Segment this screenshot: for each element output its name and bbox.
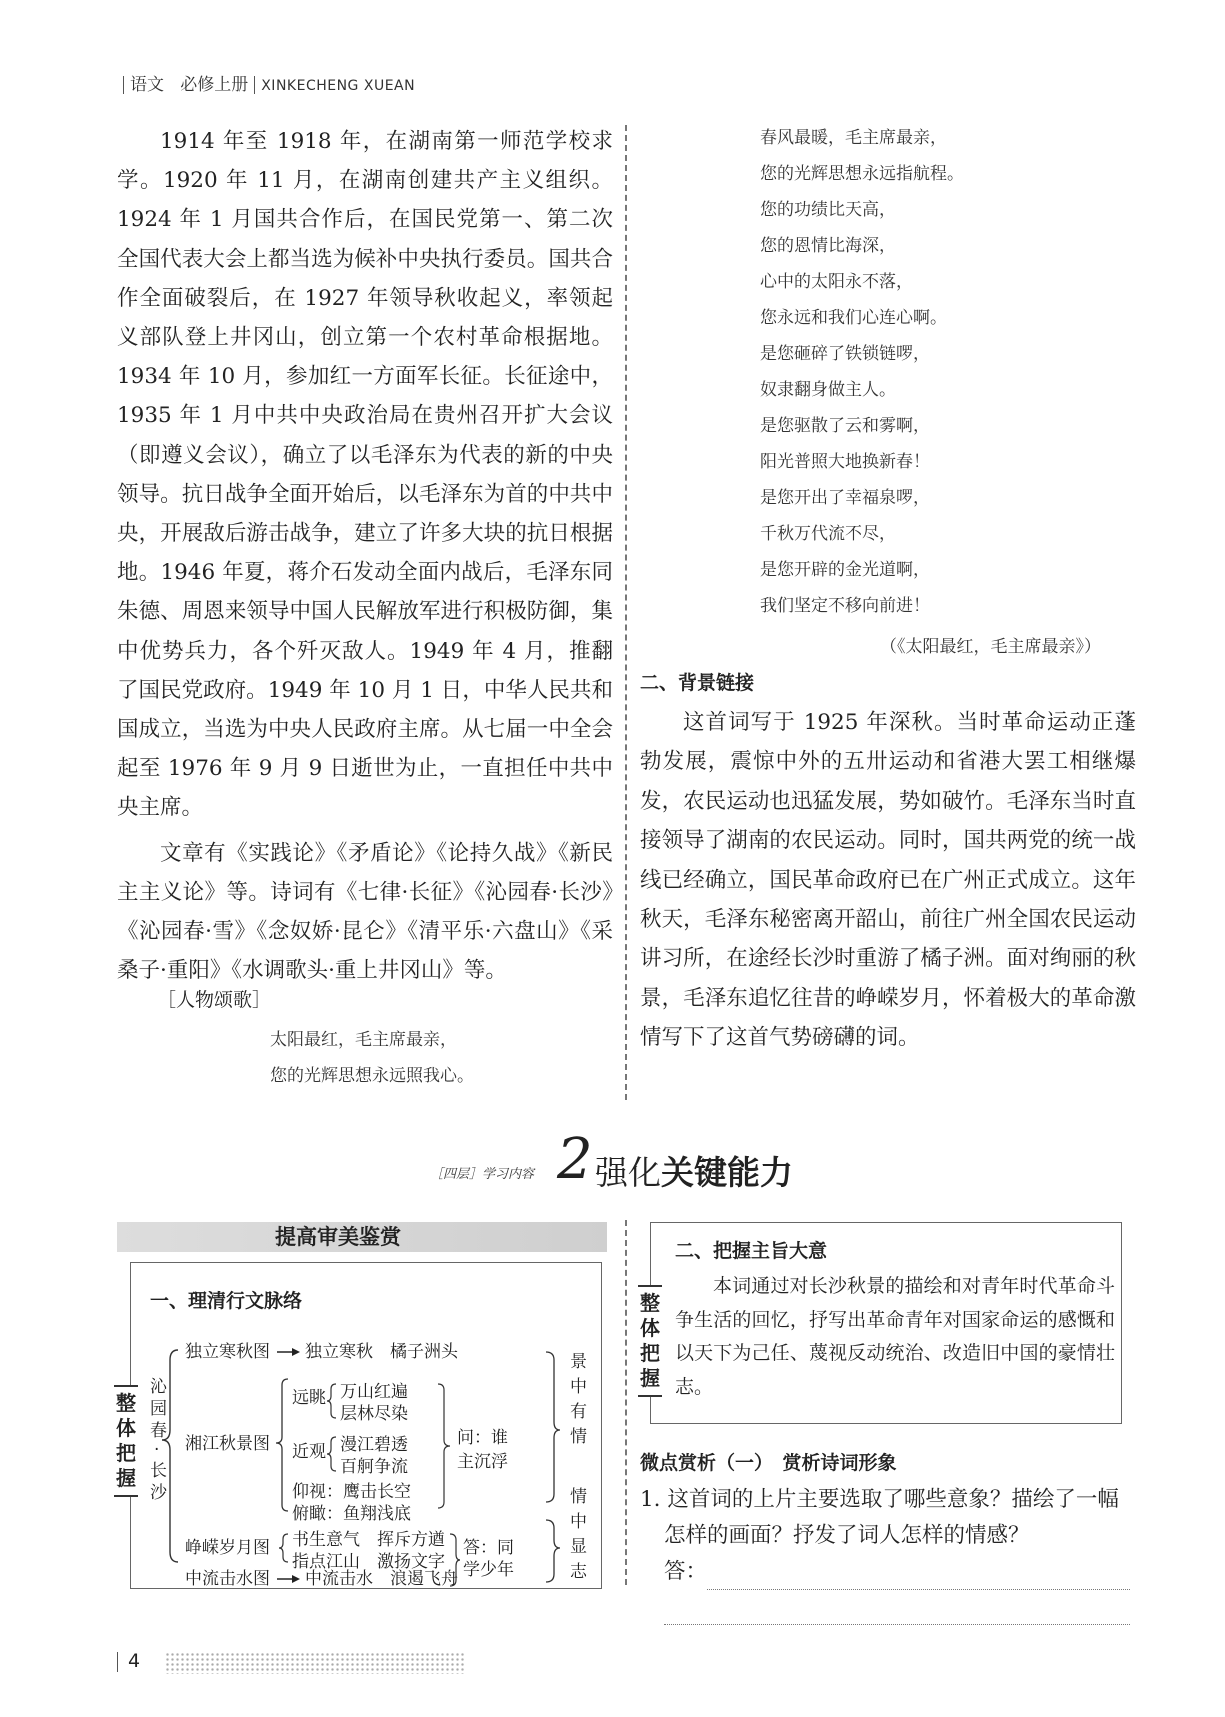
answer-line-2: 学少年 <box>463 1560 514 1580</box>
far-brace <box>327 1384 336 1418</box>
biography <box>117 122 613 990</box>
root-char-6: 沙 <box>150 1483 167 1503</box>
near-brace <box>327 1437 336 1471</box>
page-number: 4 <box>128 1650 141 1672</box>
years-item-2: 指点江山 激扬文字 <box>292 1552 445 1572</box>
answer-label: 答： <box>664 1559 708 1584</box>
background-text: 这首词写于 1925 年深秋。当时革命运动正蓬勃发展，震惊中外的五卅运动和省港大罢工相继爆发，农民运动也迅猛发展，势如破竹。毛泽东当时直接领导了湖南的农民运动。同时，国共两党的统一战线已经确立，国民革命政府已在广州正式成立。这年秋天，毛泽东秘密离开韶山，前往广州全国农民运动讲习所，在途经长沙时重游了橘子洲。面对绚丽的秋景，毛泽东追忆往昔的峥嵘岁月，怀着极大的革命激情写下了这首气势磅礴的词。 <box>640 710 1136 1051</box>
poem-line: 您的光辉思想永远照我心。 <box>270 1066 474 1086</box>
poem-line: 春风最暖，毛主席最亲， <box>760 128 947 148</box>
root-char-3: 春 <box>150 1421 167 1441</box>
aesthetic-heading: 提高审美鉴赏 <box>275 1225 401 1249</box>
poem-line: 是您驱散了云和雾啊， <box>760 416 930 436</box>
background-text-block <box>640 703 1136 1058</box>
look-up: 仰视：鹰击长空 <box>292 1482 411 1502</box>
side-tag: 整体把握 <box>114 1385 138 1497</box>
scene-4-content: 中流击水 浪遏飞舟 <box>305 1569 458 1587</box>
question-brace <box>438 1384 450 1508</box>
arrow-head-1 <box>292 1348 300 1356</box>
right-1-char-3: 有 <box>570 1402 587 1422</box>
near-item-2: 百舸争流 <box>340 1457 408 1477</box>
near-label: 近观 <box>292 1442 326 1462</box>
section-title-bold: 关键能力 <box>661 1153 793 1192</box>
poem-source: （《太阳最红，毛主席最亲》） <box>880 637 1101 657</box>
poem-line: 是您开出了幸福泉啰， <box>760 488 930 508</box>
scene-4-name: 中流击水图 <box>185 1569 270 1587</box>
theme-text-block <box>675 1270 1115 1404</box>
layer-label: ［四层］学习内容 <box>430 1167 535 1182</box>
look-down: 俯瞰：鱼翔浅底 <box>292 1504 411 1524</box>
root-char-4: · <box>154 1440 160 1460</box>
section-number: 2 <box>557 1127 593 1192</box>
answer-line-1: 答：同 <box>463 1538 514 1558</box>
subject: 语文 <box>130 75 164 95</box>
micro-heading: 微点赏析（一） 赏析诗词形象 <box>640 1452 897 1474</box>
poem-line: 是您砸碎了铁锁链啰， <box>760 344 930 364</box>
background-heading: 二、背景链接 <box>640 672 755 694</box>
scene-3-brace <box>279 1534 288 1562</box>
poem-line: 您的功绩比天高， <box>760 200 896 220</box>
root-char-5: 长 <box>150 1461 167 1481</box>
question-line-2: 主沉浮 <box>457 1452 508 1472</box>
arrow-head-4 <box>292 1575 300 1583</box>
root-char-2: 园 <box>150 1399 167 1419</box>
bio-paragraph: 1914 年至 1918 年，在湖南第一师范学校求学。1920 年 11 月，在湖南创建共产主义组织。1924 年 1 月国共合作后，在国民党第一、第二次全国代表大会上都当选为候补中央执行委员。国共合作全面破裂后，在 1927 年领导秋收起义，率领起义部队登上井冈山，创立第一个农村革命根据地。1934 年 10 月，参加红一方面军长征。长征途中，1935 年 1 月中共中央政治局在贵州召开扩大会议（即遵义会议），确立了以毛泽东为代表的新的中央领导。抗日战争全面开始后，以毛泽东为首的中共中央，开展敌后游击战争，建立了许多大块的抗日根据地。1946 年夏，蒋介石发动全面内战后，毛泽东同朱德、周恩来领导中国人民解放军进行积极防御，集中优势兵力，各个歼灭敌人。1949 年 4 月，推翻了国民党政府。1949 年 10 月 1 日，中华人民共和国成立，当选为中央人民政府主席。从七届一中全会起至 1976 年 9 月 9 日逝世为止，一直担任中共中央主席。 <box>117 129 613 821</box>
years-item-1: 书生意气 挥斥方遒 <box>292 1530 445 1550</box>
scene-1-name: 独立寒秋图 <box>185 1342 270 1362</box>
right-1-char-1: 景 <box>570 1352 587 1372</box>
right-brace-1 <box>546 1352 560 1502</box>
poem-line: 千秋万代流不尽， <box>760 524 896 544</box>
near-item-1: 漫江碧透 <box>340 1435 408 1455</box>
scene-3-name: 峥嵘岁月图 <box>185 1538 270 1558</box>
scene-2-name: 湘江秋景图 <box>185 1434 270 1454</box>
structure-diagram <box>130 1262 600 1587</box>
far-label: 远眺 <box>292 1388 326 1408</box>
poem-line: 太阳最红，毛主席最亲， <box>270 1030 457 1050</box>
theme-text: 本词通过对长沙秋景的描绘和对青年时代革命斗争生活的回忆，抒写出革命青年对国家命运的感慨和以天下为己任、蔑视反动统治、改造旧中国的豪情壮志。 <box>675 1275 1115 1398</box>
theme-heading: 二、把握主旨大意 <box>675 1240 828 1262</box>
page-number-block <box>117 1650 140 1672</box>
theme-side-tag: 整体把握 <box>638 1285 662 1397</box>
right-2-char-2: 中 <box>570 1512 587 1532</box>
volume: 必修上册 <box>180 75 249 95</box>
section-title-plain: 强化 <box>595 1153 661 1192</box>
running-header <box>117 70 415 95</box>
section-title <box>595 1147 793 1194</box>
bio-paragraph: 文章有《实践论》《矛盾论》《论持久战》《新民主主义论》等。诗词有《七律·长征》《沁园春·长沙》《沁园春·雪》《念奴娇·昆仑》《清平乐·六盘山》《采桑子·重阳》《水调歌头·重上井冈山》等。 <box>117 840 613 984</box>
footer-dot-pattern <box>165 1652 465 1674</box>
poem-line: 您永远和我们心连心啊。 <box>760 308 947 328</box>
praise-tag: ［人物颂歌］ <box>157 989 272 1011</box>
far-item-2: 层林尽染 <box>340 1404 408 1424</box>
right-2-char-4: 志 <box>570 1562 587 1582</box>
column-divider-lower <box>625 1220 627 1585</box>
right-label-2 <box>570 1487 588 1582</box>
answer-line[interactable] <box>707 1563 1130 1590</box>
far-item-1: 万山红遍 <box>340 1382 408 1402</box>
poem-right <box>760 120 964 624</box>
answer-row <box>640 1554 1130 1590</box>
right-1-char-2: 中 <box>570 1377 587 1397</box>
poem-line: 奴隶翻身做主人。 <box>760 380 896 400</box>
answer-line-2[interactable] <box>664 1590 1130 1625</box>
question-1 <box>640 1482 1130 1625</box>
poem-line: 您的光辉思想永远指航程。 <box>760 164 964 184</box>
poem-line: 心中的太阳永不落， <box>760 272 913 292</box>
root-char-1: 沁 <box>150 1377 167 1397</box>
scene-2-brace <box>276 1379 288 1511</box>
right-brace-2 <box>546 1520 560 1582</box>
right-2-char-3: 显 <box>570 1537 587 1557</box>
scene-1-content: 独立寒秋 橘子洲头 <box>305 1342 458 1362</box>
series-name: XINKECHENG XUEAN <box>261 78 416 94</box>
right-2-char-1: 情 <box>570 1487 587 1507</box>
column-divider <box>625 125 627 1100</box>
diagram-heading: 一、理清行文脉络 <box>150 1290 303 1312</box>
question-line-1: 问：谁 <box>457 1428 508 1448</box>
poem-line: 我们坚定不移向前进！ <box>760 596 930 616</box>
poem-line: 您的恩情比海深， <box>760 236 896 256</box>
poem-left <box>270 1022 474 1094</box>
poem-line: 是您开辟的金光道啊， <box>760 560 930 580</box>
right-label-1 <box>570 1352 587 1447</box>
poem-line: 阳光普照大地换新春！ <box>760 452 930 472</box>
right-1-char-4: 情 <box>570 1427 587 1447</box>
question-text: 1. 这首词的上片主要选取了哪些意象？描绘了一幅怎样的画面？抒发了词人怎样的情感？ <box>640 1487 1119 1548</box>
